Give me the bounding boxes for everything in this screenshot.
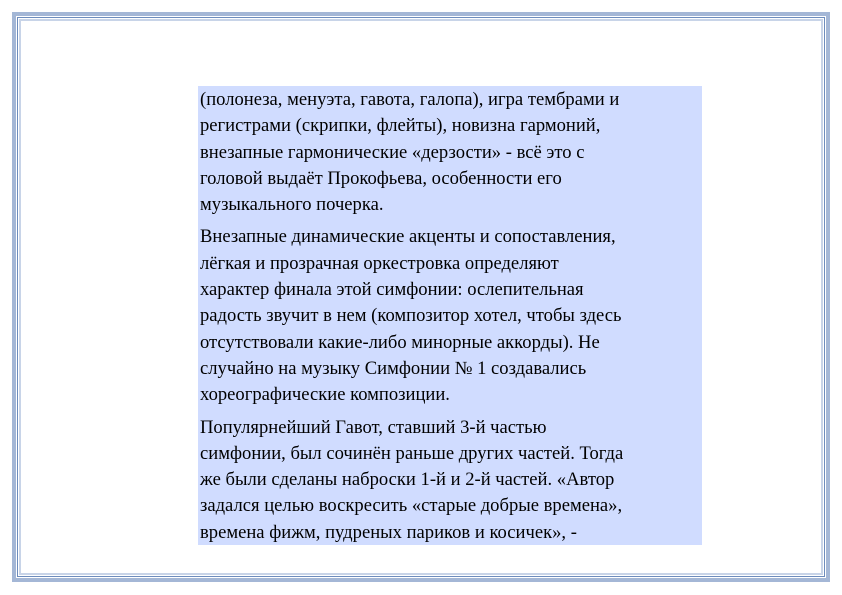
text-line: головой выдаёт Прокофьева, особенности его xyxy=(200,167,562,189)
text-line: симфонии, был сочинён раньше других частей. Тогда xyxy=(200,442,624,464)
text-line: внезапные гармонические «дерзости» - всё это с xyxy=(200,141,585,163)
text-line: хореографические композиции. xyxy=(200,384,450,406)
text-line: регистрами (скрипки, флейты), новизна гармоний, xyxy=(200,115,601,137)
text-line: же были сделаны наброски 1-й и 2-й частей. «Автор xyxy=(200,469,615,491)
paragraph-3 xyxy=(200,415,702,545)
text-block xyxy=(198,86,702,545)
text-line: Внезапные динамические акценты и сопоставления, xyxy=(200,226,616,248)
text-line: музыкального почерка. xyxy=(200,194,384,216)
text-line: (полонеза, менуэта, гавота, галопа), игра тембрами и xyxy=(200,89,620,110)
text-line: радость звучит в нем (композитор хотел, чтобы здесь xyxy=(200,305,622,327)
text-line: времена фижм, пудреных париков и косичек», - xyxy=(200,521,577,543)
text-line: отсутствовали какие-либо минорные аккорды). Не xyxy=(200,331,600,353)
paragraph-1 xyxy=(200,87,702,218)
paragraph-2 xyxy=(200,224,702,408)
text-line: случайно на музыку Симфонии № 1 создавались xyxy=(200,357,587,379)
text-line: Популярнейший Гавот, ставший 3-й частью xyxy=(200,416,547,438)
text-line: лёгкая и прозрачная оркестровка определяют xyxy=(200,252,559,274)
text-line: задался целью воскресить «старые добрые времена», xyxy=(200,495,623,517)
text-line: характер финала этой симфонии: ослепительная xyxy=(200,279,584,301)
